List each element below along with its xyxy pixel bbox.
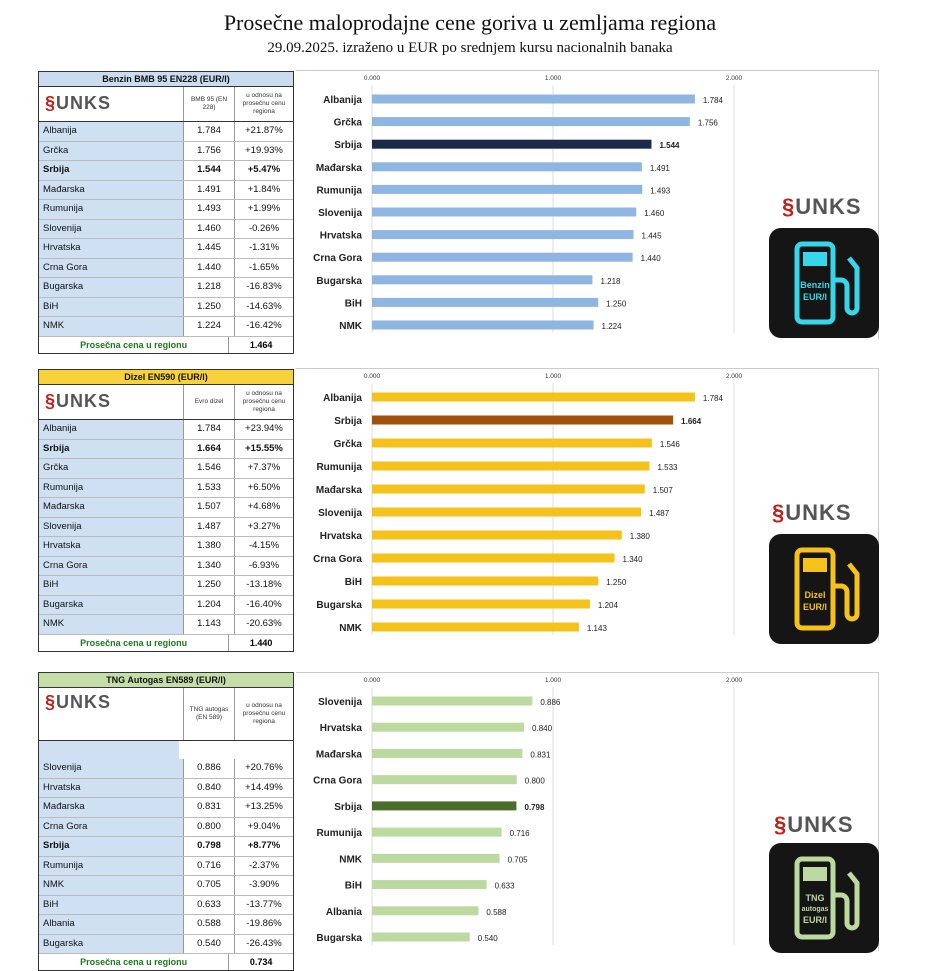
bar (372, 880, 487, 889)
benzin-fuel-pump-icon (769, 228, 879, 338)
category-label: Rumunija (316, 462, 362, 473)
average-value: 1.440 (228, 635, 293, 651)
category-label: Hrvatska (319, 723, 362, 735)
category-label: Grčka (333, 117, 362, 129)
category-label: Slovenija (318, 697, 362, 708)
category-label: Bugarska (316, 600, 362, 611)
price-value: 1.204 (183, 596, 234, 615)
country-name: Grčka (39, 459, 183, 478)
data-label: 1.340 (622, 555, 643, 564)
category-label: Srbija (334, 416, 362, 427)
table-title: Dizel EN590 (EUR/l) (39, 370, 293, 385)
tng-fuel-pump-icon (769, 843, 879, 953)
price-value: 1.546 (183, 459, 234, 478)
price-value: 1.143 (183, 615, 234, 634)
table-row (39, 200, 293, 220)
table-row (39, 142, 293, 162)
bar (372, 253, 633, 262)
bar (372, 854, 500, 863)
country-name: Albanija (39, 122, 183, 141)
bar (372, 531, 622, 540)
country-name: Crna Gora (39, 259, 183, 278)
price-value: 0.886 (183, 759, 234, 778)
price-value: 0.798 (183, 837, 234, 856)
table-row (39, 278, 293, 298)
percent-diff: +9.04% (234, 818, 293, 837)
data-label: 1.204 (597, 601, 618, 610)
country-name: Mađarska (39, 798, 183, 817)
percent-diff: +6.50% (234, 479, 293, 498)
x-tick-label: 2.000 (725, 75, 743, 82)
x-tick-label: 2.000 (725, 677, 743, 684)
country-name: Albanija (39, 420, 183, 439)
category-label: Bugarska (316, 933, 362, 944)
percent-diff: +14.49% (234, 779, 293, 798)
country-name: Srbija (39, 161, 183, 180)
price-value: 1.664 (183, 440, 234, 459)
country-name: Crna Gora (39, 557, 183, 576)
table-row (39, 317, 293, 337)
unks-logo: §UNKS (782, 194, 862, 219)
price-value: 0.540 (183, 935, 234, 954)
bar (372, 485, 645, 494)
price-value: 0.588 (183, 915, 234, 934)
country-name: Hrvatska (39, 239, 183, 258)
table-row (39, 915, 293, 935)
price-value: 1.224 (183, 317, 234, 336)
country-name: Hrvatska (39, 779, 183, 798)
table-row (39, 161, 293, 181)
percent-diff: +20.76% (234, 759, 293, 778)
category-label: Srbija (334, 140, 362, 152)
table-row (39, 518, 293, 538)
data-label: 1.250 (606, 578, 627, 587)
unks-logo: §UNKS (45, 391, 112, 411)
percent-diff: +15.55% (234, 440, 293, 459)
bar (372, 208, 636, 217)
average-row (39, 954, 293, 970)
category-label: Albanija (323, 95, 362, 106)
price-value: 1.380 (183, 537, 234, 556)
category-label: Crna Gora (313, 554, 362, 565)
table-row (39, 298, 293, 318)
data-label: 1.460 (644, 209, 665, 218)
table-title: Benzin BMB 95 EN228 (EUR/l) (39, 72, 293, 87)
data-label: 1.143 (586, 624, 607, 633)
unks-logo: §UNKS (772, 500, 852, 525)
table-row (39, 479, 293, 499)
x-tick-label: 1.000 (544, 75, 562, 82)
tng-icon-label-2: autogas (801, 906, 829, 913)
data-label: 0.540 (477, 934, 498, 943)
column-header-price: TNG autogas (EN 589) (183, 688, 234, 740)
x-tick-label: 2.000 (725, 373, 743, 380)
data-label: 1.493 (650, 186, 671, 196)
percent-diff: +13.25% (234, 798, 293, 817)
percent-diff: +5.47% (234, 161, 293, 180)
bar (372, 416, 673, 425)
percent-diff: +8.77% (234, 837, 293, 856)
category-label: NMK (339, 623, 362, 634)
bar (372, 230, 634, 239)
table-row (39, 498, 293, 518)
category-label: NMK (339, 321, 362, 332)
unks-logo: §UNKS (774, 812, 854, 837)
data-label: 0.716 (509, 829, 530, 839)
x-tick-label: 1.000 (544, 373, 562, 380)
bar (372, 298, 598, 307)
data-label: 1.250 (606, 299, 627, 309)
data-label: 0.831 (530, 750, 551, 760)
bar (372, 577, 598, 586)
table-row (39, 837, 293, 857)
table-title: TNG Autogas EN589 (EUR/l) (39, 673, 293, 688)
price-value: 1.507 (183, 498, 234, 517)
bar (372, 162, 642, 171)
category-label: Srbija (334, 801, 362, 813)
bar (372, 775, 517, 784)
price-value: 0.800 (183, 818, 234, 837)
price-value: 0.831 (183, 798, 234, 817)
price-value: 1.445 (183, 239, 234, 258)
data-label: 0.886 (540, 698, 561, 707)
table-row (39, 181, 293, 201)
percent-diff: +23.94% (234, 420, 293, 439)
price-value: 1.784 (183, 420, 234, 439)
percent-diff: +1.99% (234, 200, 293, 219)
average-label: Prosečna cena u regionu (80, 637, 188, 648)
bar (372, 439, 652, 448)
x-tick-label: 0.000 (363, 75, 381, 82)
average-label: Prosečna cena u regionu (80, 339, 188, 350)
price-value: 0.633 (183, 896, 234, 915)
bar (372, 508, 641, 517)
country-name: NMK (39, 317, 183, 336)
table-row (39, 857, 293, 877)
table-row (39, 759, 293, 779)
data-label: 1.445 (641, 231, 662, 241)
data-label: 0.798 (524, 802, 545, 812)
bar (372, 933, 470, 942)
bar (372, 95, 695, 104)
country-name: Slovenija (39, 759, 183, 778)
benzin-icon-label-1: Benzin (800, 280, 830, 290)
percent-diff: -14.63% (234, 298, 293, 317)
bar (372, 321, 594, 330)
percent-diff: -20.63% (234, 615, 293, 634)
x-tick-label: 1.000 (544, 677, 562, 684)
bar (372, 801, 516, 810)
unks-logo: §UNKS (45, 692, 112, 712)
percent-diff: -3.90% (234, 876, 293, 895)
price-value: 1.340 (183, 557, 234, 576)
percent-diff: +1.84% (234, 181, 293, 200)
percent-diff: -19.86% (234, 915, 293, 934)
table-row (39, 557, 293, 577)
data-label: 1.487 (649, 509, 670, 518)
country-name: Bugarska (39, 596, 183, 615)
country-name: NMK (39, 615, 183, 634)
country-name: Mađarska (39, 181, 183, 200)
data-label: 0.588 (486, 907, 507, 917)
data-label: 1.784 (702, 394, 723, 403)
average-value: 1.464 (228, 337, 293, 353)
average-row (39, 337, 293, 353)
bar (372, 117, 690, 126)
dizel-fuel-pump-icon (769, 534, 879, 644)
category-label: BiH (344, 298, 362, 310)
percent-diff: -13.18% (234, 576, 293, 595)
bar (372, 462, 649, 471)
bar (372, 275, 592, 284)
data-label: 1.218 (600, 276, 621, 286)
data-label: 0.800 (524, 776, 545, 786)
percent-diff: -26.43% (234, 935, 293, 954)
category-label: Mađarska (315, 162, 362, 174)
category-label: Rumunija (316, 828, 362, 840)
category-label: NMK (339, 854, 362, 866)
x-tick-label: 0.000 (363, 373, 381, 380)
data-label: 1.440 (640, 254, 661, 264)
country-name: NMK (39, 876, 183, 895)
table-row (39, 440, 293, 460)
country-name: Crna Gora (39, 818, 183, 837)
price-value: 1.491 (183, 181, 234, 200)
percent-diff: -6.93% (234, 557, 293, 576)
bar (372, 623, 579, 632)
price-value: 0.840 (183, 779, 234, 798)
data-label: 1.546 (659, 440, 680, 449)
table-row (39, 259, 293, 279)
bar (372, 749, 522, 758)
percent-diff: -4.15% (234, 537, 293, 556)
table-row (39, 779, 293, 799)
page-title: Prosečne maloprodajne cene goriva u zemljama regiona (223, 10, 717, 35)
data-label: 1.756 (697, 118, 718, 128)
data-label: 0.705 (507, 855, 528, 865)
table-row (39, 876, 293, 896)
category-label: Crna Gora (313, 775, 362, 787)
country-name: Bugarska (39, 278, 183, 297)
column-header-price: Evro dizel (183, 385, 234, 419)
country-name: Rumunija (39, 857, 183, 876)
country-name: Srbija (39, 440, 183, 459)
table-row (39, 818, 293, 838)
category-label: Slovenija (318, 508, 362, 519)
tng-price-table (38, 672, 294, 971)
data-label: 1.224 (601, 322, 622, 331)
percent-diff: -1.31% (234, 239, 293, 258)
price-value: 1.250 (183, 576, 234, 595)
price-value: 1.250 (183, 298, 234, 317)
table-row (39, 537, 293, 557)
bar (372, 393, 695, 402)
category-label: Rumunija (316, 185, 362, 197)
price-value: 1.533 (183, 479, 234, 498)
table-row (39, 239, 293, 259)
table-row (39, 220, 293, 240)
country-name: Hrvatska (39, 537, 183, 556)
country-name: Srbija (39, 837, 183, 856)
unks-logo: §UNKS (45, 93, 112, 113)
category-label: Mađarska (315, 749, 362, 761)
price-value: 1.440 (183, 259, 234, 278)
table-row (39, 798, 293, 818)
table-row (39, 935, 293, 955)
percent-diff: -1.65% (234, 259, 293, 278)
price-value: 0.705 (183, 876, 234, 895)
price-value: 1.756 (183, 142, 234, 161)
bar (372, 140, 651, 149)
category-label: Albania (325, 906, 362, 918)
price-value: 0.716 (183, 857, 234, 876)
percent-diff: -16.83% (234, 278, 293, 297)
category-label: Mađarska (315, 485, 362, 496)
percent-diff: -16.40% (234, 596, 293, 615)
price-value: 1.784 (183, 122, 234, 141)
country-name: BiH (39, 298, 183, 317)
category-label: Hrvatska (319, 531, 362, 542)
table-row (39, 459, 293, 479)
category-label: Hrvatska (319, 230, 362, 242)
tng-icon-label-3: EUR/l (802, 915, 828, 925)
country-name: Bugarska (39, 935, 183, 954)
data-label: 1.507 (652, 486, 673, 495)
data-label: 1.544 (659, 141, 680, 151)
price-value: 1.460 (183, 220, 234, 239)
percent-diff: +7.37% (234, 459, 293, 478)
price-value: 1.544 (183, 161, 234, 180)
data-label: 1.664 (681, 417, 702, 426)
column-header-price: BMB 95 (EN 228) (183, 87, 234, 121)
bar (372, 600, 590, 609)
country-name: Rumunija (39, 200, 183, 219)
price-value: 1.493 (183, 200, 234, 219)
table-row (39, 615, 293, 635)
average-row (39, 635, 293, 651)
percent-diff: +21.87% (234, 122, 293, 141)
percent-diff: -13.77% (234, 896, 293, 915)
table-row (39, 596, 293, 616)
country-name: Grčka (39, 142, 183, 161)
dizel-icon-label-2: EUR/l (802, 602, 828, 612)
country-name: BiH (39, 896, 183, 915)
table-row (39, 896, 293, 916)
price-value: 1.487 (183, 518, 234, 537)
column-header-percent: u odnosu na prosečnu cenu regiona (234, 688, 293, 740)
bar (372, 828, 502, 837)
country-name: Albania (39, 915, 183, 934)
table-row (39, 420, 293, 440)
data-label: 0.840 (532, 724, 553, 734)
column-header-percent: u odnosu na prosečnu cenu regiona (234, 87, 293, 121)
price-value: 1.218 (183, 278, 234, 297)
bar (372, 723, 524, 732)
benzin-price-table (38, 71, 294, 354)
table-row (39, 122, 293, 142)
country-name: Slovenija (39, 220, 183, 239)
percent-diff: -0.26% (234, 220, 293, 239)
average-value: 0.734 (228, 954, 293, 970)
bar (372, 906, 478, 915)
percent-diff: -16.42% (234, 317, 293, 336)
tng-icon-label-1: TNG (805, 893, 825, 903)
bar (372, 185, 642, 194)
category-label: Crna Gora (313, 253, 362, 265)
percent-diff: +19.93% (234, 142, 293, 161)
x-tick-label: 0.000 (363, 677, 381, 684)
category-label: BiH (344, 577, 362, 588)
column-header-percent: u odnosu na prosečnu cenu regiona (234, 385, 293, 419)
percent-diff: +3.27% (234, 518, 293, 537)
dizel-price-table (38, 369, 294, 652)
data-label: 1.533 (657, 463, 678, 472)
bar (372, 554, 615, 563)
category-label: BiH (344, 880, 362, 892)
country-name: BiH (39, 576, 183, 595)
data-label: 0.633 (494, 881, 515, 891)
country-name: Mađarska (39, 498, 183, 517)
average-label: Prosečna cena u regionu (80, 957, 188, 967)
cropped-header-text (50, 0, 56, 6)
data-label: 1.380 (629, 532, 650, 541)
category-label: Bugarska (316, 275, 362, 287)
page-subtitle: 29.09.2025. izraženo u EUR po srednjem kursu nacionalnih banaka (267, 40, 673, 56)
country-name: Rumunija (39, 479, 183, 498)
benzin-icon-label-2: EUR/l (802, 292, 828, 302)
bar (372, 697, 532, 706)
data-label: 1.491 (649, 163, 670, 173)
category-label: Albanija (323, 393, 362, 404)
data-label: 1.784 (702, 96, 723, 105)
category-label: Slovenija (318, 208, 362, 219)
percent-diff: -2.37% (234, 857, 293, 876)
dizel-icon-label-1: Dizel (804, 590, 826, 600)
category-label: Grčka (333, 439, 362, 450)
percent-diff: +4.68% (234, 498, 293, 517)
country-name: Slovenija (39, 518, 183, 537)
table-row (39, 576, 293, 596)
